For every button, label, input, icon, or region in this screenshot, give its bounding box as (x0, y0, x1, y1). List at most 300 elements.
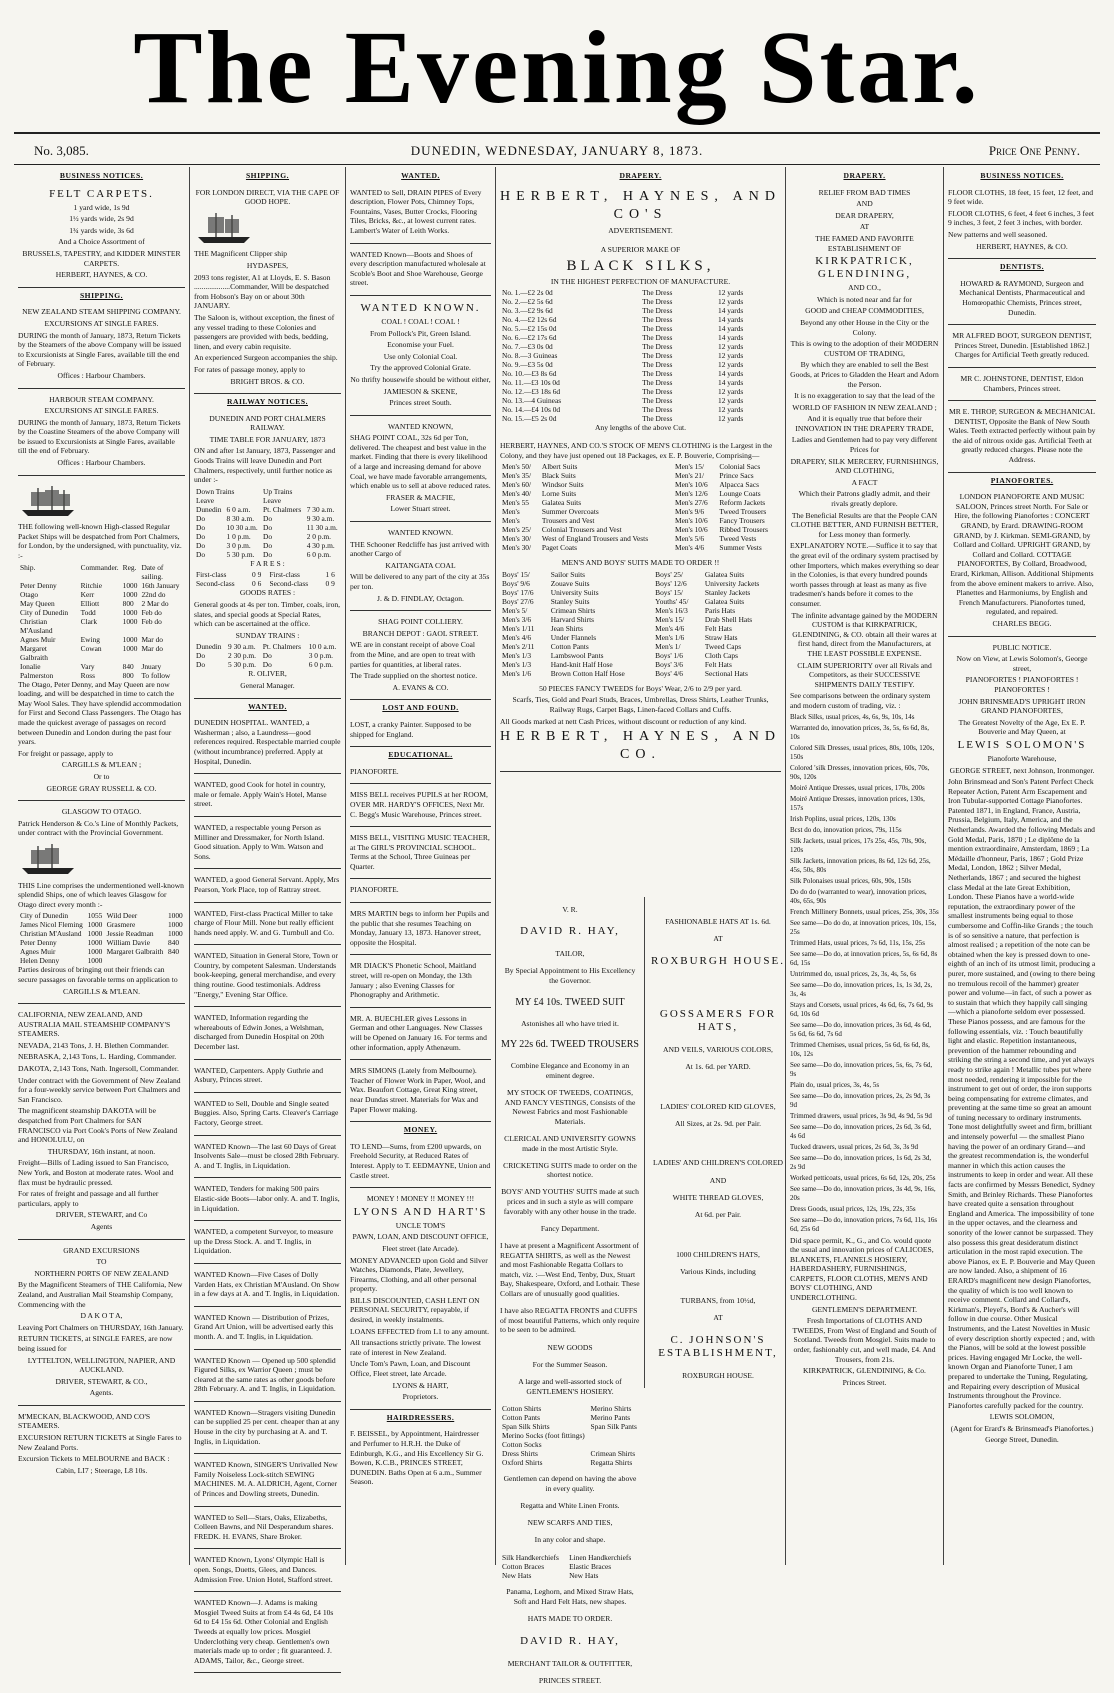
ad-body: See same—Do do, innovation prices, 1s, 1s 3d, 2s, 3s, 4s (790, 980, 933, 998)
ad-line: 50 PIECES FANCY TWEEDS for Boys' Wear, 2/6 to 2/9 per yard. (539, 683, 742, 693)
list-item (790, 857, 939, 875)
table-cell: Ribbed Trousers (719, 525, 769, 535)
ad-sign: CARGILLS & M'LEAN ; (61, 760, 142, 770)
table-cell: City of Dunedin (20, 607, 69, 617)
table-cell: The Dress (642, 387, 673, 397)
table-cell: 12 yards (718, 405, 744, 415)
ad-body: LOANS EFFECTED from L1 to any amount. (350, 1326, 489, 1336)
table-row (18, 608, 185, 617)
table-cell: Stanley Suits (550, 596, 590, 606)
column-2 (190, 167, 346, 1665)
silks-table (500, 288, 781, 423)
table-cell: No. 4.—£2 12s 6d (502, 315, 557, 325)
table-row (194, 642, 341, 651)
ad-body: All transactions strictly private. The lowest rate of interest in New Zealand. (350, 1338, 482, 1357)
ad-body: See same—Do do, innovation prices, 3s 4d, 9s, 16s, 20s (790, 1184, 936, 1202)
table-cell: Harvard Shirts (550, 614, 595, 624)
table-cell: Do (263, 540, 273, 550)
ad-body: WANTED Known — Opened up 500 splendid Figured Silks, ex Warrior Queen ; must be cleared at the same rates as other goods before 28th February. A. and T. Inglis, in Liquidation. (194, 1355, 336, 1394)
ad-line: KAITANGATA COAL (385, 560, 456, 570)
section-header: MONEY. (403, 1125, 438, 1135)
table-cell: Lorne Suits (541, 489, 577, 499)
ad-body: Dress Goods, usual prices, 12s, 19s, 22s, 35s (790, 1204, 916, 1213)
ad-sign: J. & D. FINDLAY, Octagon. (377, 593, 464, 603)
ad-schooner (350, 525, 491, 611)
ad-body: WANTED, a respectable young Person as Milliner and Dressmaker, for North Island. Good situation. Apply to Wm. Watson and Sons. (194, 822, 325, 861)
list-item (790, 1041, 939, 1059)
table-cell: 14 yards (718, 315, 744, 325)
table-cell: Do (196, 549, 206, 559)
table-cell: 12 yards (718, 351, 744, 361)
wanted-ad (194, 1552, 341, 1592)
table-cell: No. 10.—£3 8s 6d (502, 369, 557, 379)
ad-sign: A. EVANS & CO. (392, 682, 449, 692)
table-cell: No. 14.—£4 10s 0d (502, 405, 561, 415)
ad-title: WANTED KNOWN. (360, 301, 481, 314)
educational-ad (350, 882, 491, 903)
table-cell: 12 yards (718, 387, 744, 397)
table-row (500, 1553, 640, 1562)
table-cell: Cotton Socks (502, 1439, 542, 1449)
table-cell: Agnes Muir (20, 947, 56, 957)
table-cell: Merino Socks (foot fittings) (502, 1430, 585, 1440)
ad-line: MY £4 10s. TWEED SUIT (515, 996, 625, 1008)
ad-body: PIANOFORTE. (350, 885, 399, 895)
table-cell: Do (263, 513, 273, 523)
packets-table (18, 563, 185, 680)
table-cell: Feb do (141, 616, 162, 626)
table-cell: Dress Shirts (502, 1448, 538, 1458)
ad-body: I have at present a Magnificent Assortment of REGATTA SHIRTS, as well as the Newest and most Fashionable Regatta Collars to match, viz. :—West End, Tenby, Dux, Stuart Bay, Shakespeare, Oxford, and Lothair. These Collars are of unusually good qualities. (500, 1241, 640, 1298)
table-cell: 800 (122, 598, 134, 608)
ad-title: GLASGOW TO OTAGO. (61, 807, 142, 817)
table-cell: No. 15.—£5 2s 0d (502, 414, 557, 424)
table-cell: 12 yards (718, 297, 744, 307)
column-5 (786, 167, 944, 1565)
table-row (500, 498, 781, 507)
ad-sign: Princes street South. (389, 398, 452, 408)
table-cell: 1000 (122, 607, 138, 617)
ad-line: WORLD OF FASHION IN NEW ZEALAND ; (792, 402, 937, 412)
ad-sub: BRANCH DEPOT : GAOL STREET. (362, 628, 479, 638)
ad-sign: R. OLIVER, (248, 669, 287, 679)
table-cell: No. 8.—3 Guineas (502, 351, 558, 361)
column-drapery (496, 167, 786, 1685)
wanted-ad (194, 1139, 341, 1179)
table-cell: The Dress (642, 378, 673, 388)
table-cell: 1000 (122, 643, 138, 653)
table-cell: Merino Shirts (590, 1403, 632, 1413)
table-row (500, 315, 781, 324)
ad-line: HATS MADE TO ORDER. (527, 1614, 613, 1624)
ad-body: This is owing to the adoption of their MODERN CUSTOM OF TRADING, (790, 339, 939, 358)
wanted-list (194, 715, 341, 1673)
table-cell: Men's 9/6 (675, 507, 705, 517)
table-cell: Christian M'Ausland (20, 616, 53, 635)
educational-ad (350, 1011, 491, 1060)
ad-body: BOYS' AND YOUTHS' SUITS made at such prices and in such a style as will compare favorably with any other house in the trade. (501, 1187, 639, 1216)
ad-sub: NORTHERN PORTS OF NEW ZEALAND (34, 1268, 169, 1278)
table-cell: 1000 (87, 938, 103, 948)
list-item (790, 724, 939, 742)
ad-title: M'MECKAN, BLACKWOOD, AND CO'S STEAMERS. (18, 1411, 151, 1431)
table-cell: Leave (196, 495, 215, 505)
ad-title: SHAG POINT COLLIERY. (378, 617, 463, 627)
list-item (790, 795, 939, 813)
ad-body: An experienced Surgeon accompanies the ship. (194, 353, 338, 363)
table-cell: Men's 5/ (502, 605, 528, 615)
ad-sign: Offices : Harbour Chambers. (57, 458, 146, 468)
section-header: DRAPERY. (619, 171, 662, 180)
ad-lewis-solomon (948, 640, 1096, 1453)
table-cell: Brown Cotton Half Hose (550, 668, 625, 678)
educational-ad (350, 787, 491, 827)
table-row (18, 590, 185, 599)
ad-title: GOSSAMERS FOR HATS, (659, 1007, 777, 1033)
ad-sign: PRINCES STREET. (538, 1675, 602, 1685)
section-header: LOST AND FOUND. (382, 703, 459, 713)
ad-title: DEAR DRAPERY, (835, 210, 894, 220)
ad-body: WE are in constant receipt of above Coal from the Mine, and are open to treat with parties for quantities, at liberal rates. (350, 640, 476, 669)
ad-line: 1000 CHILDREN'S HATS, (676, 1249, 760, 1259)
ad-body: THE following well-known High-classed Regular Packet Ships will be despatched from Port Chalmers, for London, by the undersigned, with punctuality, viz. :- (18, 522, 182, 561)
ad-sign: General Manager. (240, 681, 295, 690)
list-item (790, 1061, 939, 1079)
ad-body: WANTED, good Cook for hotel in country, male or female. Apply Wain's Hotel, Manse street. (194, 780, 327, 809)
ad-line: From Pollock's Pit, Green Island. (370, 328, 471, 338)
table-cell: The Dress (642, 333, 673, 343)
price: Price One Penny. (988, 143, 1080, 158)
table-row (500, 606, 781, 615)
section-header: DENTISTS. (1000, 262, 1044, 272)
table-cell: Do (262, 651, 272, 661)
table-cell: No. 11.—£3 10s 0d (502, 378, 560, 388)
table-row (500, 1431, 640, 1440)
table-cell: 1000 (167, 911, 183, 921)
table-cell: Crimean Shirts (590, 1448, 636, 1458)
ad-body: EXCURSION RETURN TICKETS at Single Fares to New Zealand Ports. (18, 1433, 182, 1452)
ad-body: WANTED to Sell—Stars, Oaks, Elizabeths, Colleen Bawns, and Nil Desperandum shares. FREDK. H. EVANS, Share Broker. (194, 1512, 334, 1541)
table-cell: The Dress (642, 342, 673, 352)
ad-line: HYDASPES, (246, 260, 289, 270)
table-cell: Lambswool Pants (550, 650, 604, 660)
ad-body: LONDON PIANOFORTE AND MUSIC SALOON, Princes street North. For Sale or Hire, the following Pianofortes : CONCERT GRAND, by Erard. DRAWING-ROOM GRAND, by J. Kirkman. SEMI-GRAND, by Collard and Collard. UPRIGHT GRAND, by Collard and Collard. COTTAGE PIANOFORTES, By Collard, Broadwood, Erard, Kirkman, Allison. Additional Shipments from the above eminent makers to arrive. Also, Planettes and Harmoniums, by English and French Manufacturers. Pianofortes tuned, regulated, and repaired. (950, 492, 1094, 617)
table-cell: Albert Suits (541, 462, 578, 472)
ad-body: Trimmed Hats, usual prices, 7s 6d, 11s, 15s, 25s (790, 938, 926, 947)
ad-line: NEVADA, 2143 Tons, J. H. Blethen Commander. (18, 1040, 169, 1050)
ad-sign: CHARLES BEGG. (992, 618, 1052, 628)
table-cell: Men's 21/ (675, 471, 705, 481)
table-row (194, 579, 341, 588)
table-cell: Sectional Hats (704, 668, 748, 678)
ad-line: Use only Colonial Coal. (383, 351, 458, 361)
ad-line: MY 22s 6d. TWEED TROUSERS (501, 1039, 639, 1051)
wanted-ad (194, 1063, 341, 1093)
ad-sub: SUNDAY TRAINS : (235, 630, 300, 640)
table-cell: Colonial Trousers and Vest (541, 525, 622, 535)
table-cell: 12 yards (718, 342, 744, 352)
ad-sign: Proprietors. (402, 1392, 439, 1402)
ad-body: MRS SIMONS (Lately from Melbourne). Teacher of Flower Work in Paper, Wool, and Wax. Beaufort Cottage, Great King street, near Dundas street. Materials for Wax and Paper Flower making. (350, 1066, 486, 1114)
table-cell: 10 0 a.m. (308, 642, 337, 652)
table-cell: Elastic Braces (569, 1561, 612, 1571)
ad-sub: EXCURSIONS AT SINGLE FARES. (44, 406, 159, 416)
ad-body: Fresh Importations of CLOTHS AND TWEEDS, From West of England and South of Scotland. Tweeds from Mosgiel. Suits made to order, fashionably cut, and well made, £4. And Trousers, from 21s. (792, 1316, 937, 1364)
section-header: EDUCATIONAL. (388, 750, 453, 760)
ad-line: AND (856, 199, 873, 209)
table-cell: Do (263, 549, 273, 559)
table-cell: 3 0 p.m. (308, 651, 333, 661)
ad-line: Beyond any other House in the City or the Colony. (800, 317, 929, 337)
table-row (194, 660, 341, 669)
educational-list (350, 764, 491, 1122)
table-cell: Men's 12/6 (675, 489, 708, 499)
table-cell: No. 2.—£2 5s 6d (502, 297, 553, 307)
table-cell: Men's 1/6 (502, 668, 532, 678)
table-cell: Jean Shirts (550, 623, 583, 633)
table-cell: 6 0 a.m. (226, 504, 251, 514)
ad-body: 2093 tons register, A1 at Lloyds, E. S. Bason ...................Commander, Will be despatched from Hobson's Bay on or about 30th JANUARY. (194, 272, 331, 311)
ad-body: Ladies and Gentlemen had to pay very different Prices for (791, 435, 938, 455)
table-cell: City of Dunedin (20, 911, 69, 921)
ad-body: MY STOCK OF TWEEDS, COATINGS, AND FANCY VESTINGS, Consists of the Newest Fabrics and most Fashionable Materials. (504, 1087, 636, 1126)
table-cell: James Nicol Fleming (20, 920, 83, 930)
ad-line: GOOD and CHEAP COMMODITIES, (805, 306, 924, 316)
ad-sub: ADVERTISEMENT. (608, 225, 673, 235)
table-row (18, 929, 185, 938)
ad-line: A FACT (851, 477, 878, 487)
table-cell: 12 yards (718, 288, 744, 298)
ad-line: Any lengths of the above Cut. (594, 423, 687, 433)
ad-herbert-haynes (500, 185, 781, 773)
ad-line: No thrifty housewife should be without either, (350, 374, 491, 384)
list-item (790, 1185, 939, 1203)
wanted-ad (194, 948, 341, 1007)
table-row (18, 635, 185, 644)
ad-california (18, 1007, 185, 1239)
table-row (500, 651, 781, 660)
table-row (500, 642, 781, 651)
ad-mmeckan (18, 1409, 185, 1483)
ad-line: THURSDAY, 16th instant, at noon. (47, 1146, 156, 1156)
table-row (500, 378, 781, 387)
table-cell: Ewing (80, 634, 100, 644)
table-cell: Men's 3/6 (502, 614, 532, 624)
table-cell: Second-class (196, 579, 235, 589)
table-cell: Youths' 45/ (655, 596, 689, 606)
table-cell: Paget Coats (541, 543, 577, 553)
ad-body: French Millinery Bonnets, usual prices, 25s, 30s, 35s (790, 907, 939, 916)
table-cell: Lounge Coats (719, 489, 761, 499)
table-cell: Boys' 15/ (655, 587, 683, 597)
table-row (500, 342, 781, 351)
table-row (500, 507, 781, 516)
ad-sub: EXCURSIONS AT SINGLE FARES. (44, 318, 159, 328)
ad-body: The Beneficial Results are that the People CAN CLOTHE BETTER, AND FURNISH BETTER, for Less money than formerly. (790, 510, 939, 539)
section-header: SHIPPING. (79, 290, 124, 300)
ad-felt-carpets (18, 185, 185, 288)
table-cell: 22nd do (141, 589, 166, 599)
table-cell: 16th January (141, 580, 180, 590)
table-cell: Regatta Shirts (590, 1457, 633, 1467)
table-cell: No. 13.—4 Guineas (502, 396, 562, 406)
table-cell: Crimean Shirts (550, 605, 596, 615)
ship-icon (18, 842, 78, 876)
ad-line: And a Choice Assortment of (58, 237, 145, 247)
table-cell: 3 0 p.m. (226, 540, 251, 550)
educational-ad (350, 764, 491, 785)
ad-sign: MERCHANT TAILOR & OUTFITTER, (507, 1658, 633, 1668)
ad-sign: LEWIS SOLOMON, (989, 1412, 1055, 1422)
table-cell: Men's 50/ (502, 462, 532, 472)
ad-line: TURBANS, from 10½d, (680, 1296, 756, 1306)
table-cell: 0 9 (252, 570, 262, 580)
ad-line: It is no exaggeration to say that the lead of the (794, 391, 935, 401)
table-cell: Do (196, 651, 206, 661)
table-cell: Todd (80, 607, 96, 617)
ad-sub: TIME TABLE FOR JANUARY, 1873 (209, 434, 326, 444)
table-row (18, 644, 185, 662)
table-cell: William Davie (106, 938, 150, 948)
ad-boot (948, 328, 1096, 368)
table-row (500, 489, 781, 498)
table-row (500, 1571, 640, 1580)
ad-line: Now on View, at Lewis Solomon's, George street, (956, 654, 1088, 673)
ad-line: GEORGE STREET, next Johnson, Ironmonger. (949, 765, 1095, 775)
ad-body: John Brinsmead and Son's Patent Perfect Check Repeater Action, Patent Arm Escapement and Iron Tubular-supported Cottage Pianofortes. Patented 1871, in England, France, Austria, Prussia, Belgium, Italy, America, and the Netherlands. Awarded the following Medals and Gold Medal, Paris, 1870 ; Le diplôme de la mention extraordinaire, Amsterdam, 1869 ; La Médaille d'honneur, Paris, 1867 ; Gold Prize Medal, London, 1862 ; Silver Medal, Netherlands, 1867 ; and secured the highest class Medal at the late Great Exhibition, London. These Pianos have a world-wide reputation, the extraordinary power of the smallest instruments being equal to those cumbersome and Coffin-like Grands ; the touch is of so sensitive a nature, that perfection is almost realised ; a repetition of the note can be obtained when the key is pressed down to one-eighth of an inch of its utmost limit, producing a purer, more sustained, and (owing to there being no tremulous recoil of the hammer) greater power and volume—in fact, of such a power as to sustain that which they happily call singing —which a pianoforte seldom ever possessed. These Pianos possess, and are famous for the following essentials, viz. : Touch beautifully light and elastic. Repetition instantaneous, prevention of the hammer rebounding and striking the string a second time, and yet always ready to strike again ! Metallic tubes put where most needed, rendering it impossible for the instrument to get out of order, the iron supports being compensating for extreme climates, and preventing at the same time so great an amount of tuning necessary to ordinary instruments. Tone most delightfully sweet and firm, brilliant and intensely powerful — the smallest Piano having the power of an ordinary Grand—and the greatest recommendation is, the wonderful manner in which this action causes the instruments to keep in order and wear. All these facts are confirmed by Messrs Benedict, Sydney Smith, and Brinley Richards. These Pianofortes have created quite a sensation throughout England and America. The impossibility of tone in the upper octaves, and the clearness and sonority of the lower cannot be surpassed. They also possess this great desideratum distinct articulation in the most rapid execution. The above Pianos, ex E. P. Bouverie and May Queen are now landed. Also, a shipment of 16 ERARD's magnificent new design Pianofortes, the quality of which is too well known to receive comment. Collard and Collard's, Kirkman's, Pleyel's, Bord's & Aucher's will follow in due course. Other Musical Instruments, and the Latest Novelties in Music of every description shortly expected ; and, with the Pianos, will be sold at the lowest possible prices. Having engaged Mr Locke, the well-known Organ and Pianoforte Tuner, I am prepared to undertake the Tuning, Regulating, and Repairing every description of Musical Instruments throughout the Province. Pianofortes carefully packed for the country. (948, 777, 1096, 1410)
table-cell: Do (263, 522, 273, 532)
table-cell: Vary (80, 661, 95, 671)
table-cell: Tweed Caps (704, 641, 742, 651)
table-row (18, 947, 185, 956)
table-cell: Boys' 4/6 (655, 668, 683, 678)
educational-ad (350, 958, 491, 1007)
ad-body: The Saloon is, without exception, the finest of any vessel trading to these Colonies and passengers are provided with beds, bedding, linen, and every cabin requisite. (194, 312, 335, 351)
ad-body: Stays and Corsets, usual prices, 4s 6d, 6s, 7s 6d, 9s 6d, 10s 6d (790, 1000, 933, 1018)
table-cell: Zouave Suits (550, 578, 590, 588)
table-cell: 1000 (87, 956, 103, 966)
list-item (790, 1205, 939, 1214)
ad-throp (948, 404, 1096, 473)
list-item (790, 1021, 939, 1039)
ad-kirkpatrick (790, 185, 939, 1395)
table-cell: The Dress (642, 315, 673, 325)
ad-sub: NEW GOODS (547, 1342, 593, 1352)
ad-line: AND CO., (848, 283, 881, 293)
ad-title: WANTED KNOWN. (388, 528, 453, 538)
ad-sub: A SUPERIOR MAKE OF (600, 245, 681, 255)
ad-colliery (350, 614, 491, 700)
table-cell: New Hats (502, 1570, 532, 1580)
ad-body: DUNEDIN HOSPITAL. WANTED, a Washerman ; also, a Laundress—good references required. Respectable married couple (without incumbrance) preferred. Apply at Hospital, Dunedin. (194, 718, 341, 766)
ad-sign: CARGILLS & M'LEAN. (62, 986, 141, 996)
table-row (500, 288, 781, 297)
wanted-ad (194, 1405, 341, 1454)
ad-drain-pipes (350, 185, 491, 244)
table-cell: Men's 30/ (502, 534, 532, 544)
table-row (500, 516, 781, 525)
ad-line: Regatta and White Linen Fronts. (520, 1501, 620, 1511)
wanted-ad (194, 1310, 341, 1350)
ad-coal (350, 299, 491, 416)
wanted-ad (194, 1457, 341, 1506)
table-cell: 12 yards (718, 414, 744, 424)
ad-body: MR. A. BUECHLER gives Lessons in German and other Languages. New Classes will be Opened on January 16. For terms and other information, apply Athenæum. (350, 1013, 487, 1052)
ad-sign: KIRKPATRICK, GLENDINING, & Co. (803, 1366, 926, 1376)
ad-nz-steam (18, 304, 185, 388)
section-header: DRAPERY. (843, 171, 886, 180)
ad-body: PIANOFORTE. (350, 766, 399, 776)
table-cell: Grasmere (106, 920, 136, 930)
table-row (500, 369, 781, 378)
ad-line: At 6d. per Pair. (694, 1209, 742, 1219)
section-header: BUSINESS NOTICES. (980, 171, 1064, 180)
wanted-ad (194, 820, 341, 869)
ad-body: For freight or passage, apply to (18, 748, 113, 758)
ad-body: Colored Silk Dresses, usual prices, 80s, 100s, 120s, 150s (790, 743, 935, 761)
table-row (500, 525, 781, 534)
list-item (790, 1154, 939, 1172)
column-3 (346, 167, 496, 1565)
ad-sub: UNCLE TOM'S (395, 1220, 446, 1230)
table-cell: Date of sailing. (141, 562, 164, 581)
table-row (500, 480, 781, 489)
table-cell: West of England Trousers and Vests (541, 534, 649, 544)
table-row (500, 543, 781, 552)
ad-body: A large and well-assorted stock of GENTLEMEN'S HOSIERY. (518, 1376, 622, 1396)
ad-body: Moiré Antique Dresses, usual prices, 170s, 200s (790, 783, 925, 792)
table-cell: Cotton Shirts (502, 1403, 542, 1413)
table-cell: Leave (263, 495, 282, 505)
table-cell: Boys' 9/6 (502, 578, 530, 588)
table-cell: Cowan (80, 643, 102, 653)
ad-body: All Goods marked at nett Cash Prices, without discount or reduction of any kind. (500, 716, 747, 726)
table-cell: 2 30 p.m. (228, 651, 256, 661)
table-cell: 1000 (87, 929, 103, 939)
table-row (194, 541, 341, 550)
table-cell: Men's 10/6 (675, 516, 708, 526)
table-cell: The Dress (642, 324, 673, 334)
list-item (790, 764, 939, 782)
ad-body: MR C. JOHNSTONE, DENTIST, Eldon Chambers, Princes street. (960, 373, 1084, 393)
table-cell: First-class (196, 570, 227, 580)
table-row (500, 633, 781, 642)
ad-body: Plain do, usual prices, 3s, 4s, 5s (790, 1080, 880, 1089)
table-cell (589, 1440, 640, 1449)
ad-boots (350, 247, 491, 296)
table-cell: Men's 60/ (502, 480, 532, 490)
table-cell: 1055 (87, 911, 103, 921)
ad-sub: GENTLEMEN'S DEPARTMENT. (811, 1304, 918, 1314)
table-cell: The Dress (642, 396, 673, 406)
table-cell: 1000 (122, 634, 138, 644)
ad-body: The Trade supplied on the shortest notice. (350, 671, 478, 681)
table-cell: Oxford Shirts (502, 1457, 543, 1467)
table-cell: Men's 15/ (675, 462, 705, 472)
wanted-ad (194, 777, 341, 817)
table-cell: 12 yards (718, 360, 744, 370)
table-row (500, 396, 781, 405)
table-cell: Stanley Jackets (704, 587, 751, 597)
ad-title: CALIFORNIA, NEW ZEALAND, AND AUSTRALIA MAIL STEAMSHIP COMPANY'S STEAMERS. (18, 1010, 171, 1039)
table-row (18, 599, 185, 608)
table-cell: Mar do (141, 643, 163, 653)
boys-table (500, 570, 781, 678)
ad-sign: HERBERT, HAYNES, & CO. (55, 270, 148, 280)
table-cell: 1000 (87, 947, 103, 957)
ad-title: HERBERT, HAYNES, AND CO'S (500, 188, 781, 222)
table-cell: No. 5.—£2 15s 0d (502, 324, 557, 334)
